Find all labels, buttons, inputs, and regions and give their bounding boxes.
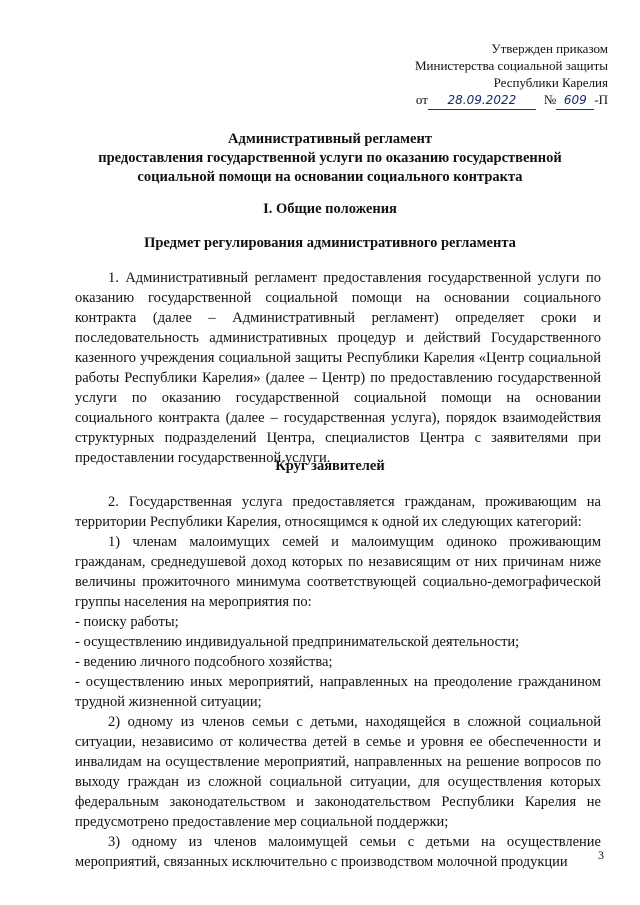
approval-line-3: Республики Карелия [493, 75, 608, 90]
approval-line-2: Министерства социальной защиты [414, 58, 608, 73]
title-line-1: Административный регламент [228, 131, 432, 147]
approval-stamp [415, 40, 608, 110]
approval-date-number-line [415, 91, 608, 110]
paragraph-2: 2. Государственная услуга предоставляется гражданам, проживающим на территории Республики Карелия, относящимся к одной их следующих категорий: [75, 494, 601, 530]
handwritten-number: 609 [556, 92, 594, 110]
sub-item-1: - поиску работы; [75, 614, 179, 630]
sub-item-4: - осуществлению иных мероприятий, направленных на преодоление гражданином трудной жизненной ситуации; [75, 674, 601, 710]
handwritten-date: 28.09.2022 [428, 92, 536, 110]
paragraph-1: 1. Административный регламент предоставления государственной услуги по оказанию государственной социальной помощи на основании социального контракта (далее – Административный регламент) определяет сроки и последовательность административных процедур и действий Государственного казенного учреждения социальной защиты Республики Карелия «Центр социальной работы Республики Карелия» (далее – Центр) по предоставлению государственной услуги по оказанию государственной социальной помощи на основании социального контракта (далее – государственная услуга), порядок взаимодействия структурных подразделений Центра, специалистов Центра с заявителями при предоставлении государственной услуги. [75, 270, 601, 466]
list-item-1: 1) членам малоимущих семей и малоимущим одиноко проживающим гражданам, среднедушевой доход которых по независящим от них причинам ниже величины прожиточного минимума соответствующей социально-демографической группы населения на мероприятия по: [75, 534, 601, 610]
page-number: 3 [598, 848, 604, 862]
sub-item-2: - осуществлению индивидуальной предпринимательской деятельности; [75, 634, 520, 650]
subject-heading: Предмет регулирования административного регламента [144, 235, 516, 251]
sub-item-3: - ведению личного подсобного хозяйства; [75, 654, 333, 670]
title-line-2: предоставления государственной услуги по оказанию государственной [98, 150, 562, 166]
title-line-3: социальной помощи на основании социального контракта [137, 169, 523, 185]
list-item-2: 2) одному из членов семьи с детьми, находящейся в сложной социальной ситуации, независимо от количества детей в семье и уровня ее обеспеченности и инвалидам на осуществление мероприятий, направленных на решение вопросов по выходу граждан из сложной социальной ситуации, для осуществления которых федеральным законодательством и законодательством Республики Карелия не предусмотрено предоставление мер социальной поддержки; [75, 714, 601, 830]
approval-line-1: Утвержден приказом [491, 41, 608, 56]
date-prefix: от [415, 92, 428, 107]
list-item-3: 3) одному из членов малоимущей семьи с детьми на осуществление мероприятий, связанных исключительно с производством молочной продукции [75, 834, 601, 870]
applicants-heading: Круг заявителей [275, 458, 385, 474]
number-suffix: -П [594, 92, 608, 107]
paragraph-block-2 [75, 492, 601, 872]
document-title [60, 130, 600, 187]
paragraph-block-1 [75, 268, 601, 468]
section-heading: I. Общие положения [263, 201, 397, 217]
number-label: № [543, 92, 557, 107]
